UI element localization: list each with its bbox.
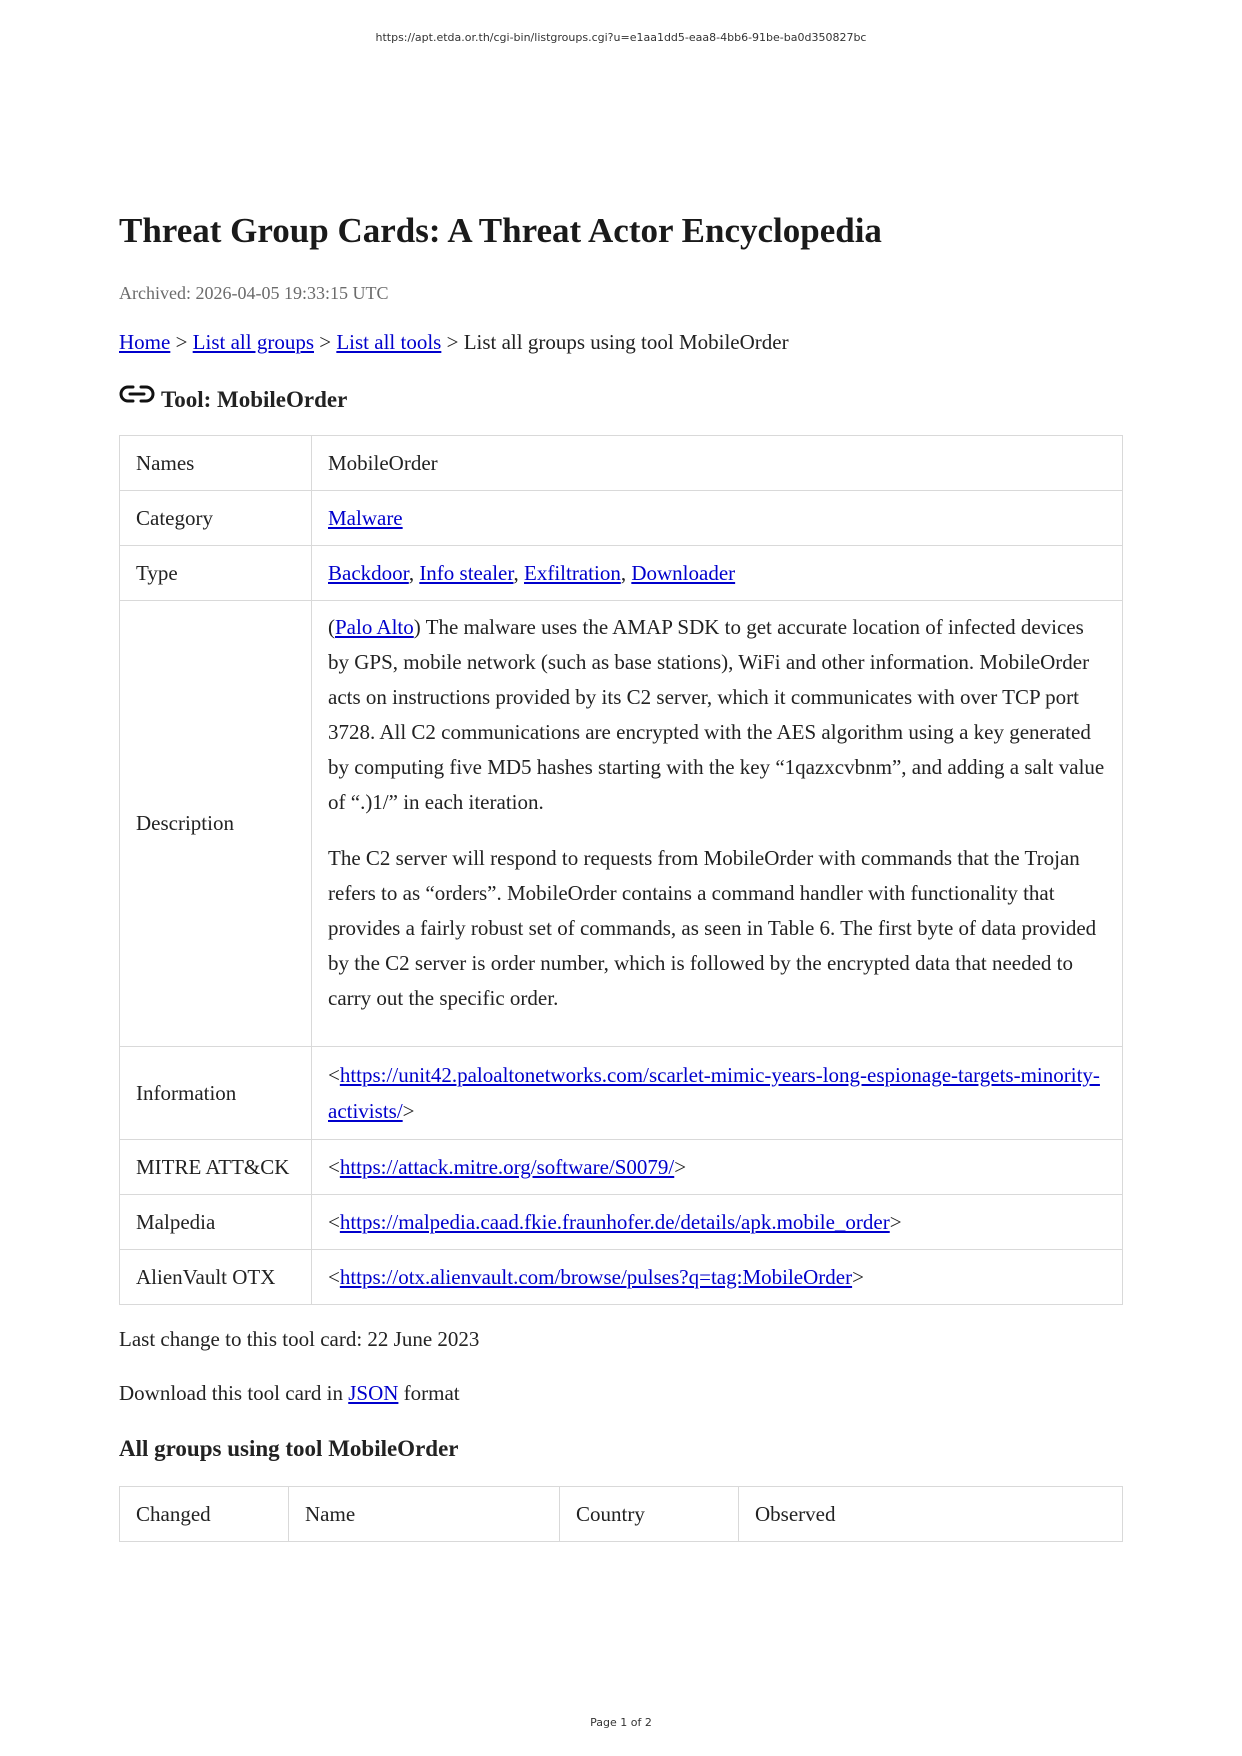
angle-open: < xyxy=(328,1264,340,1289)
breadcrumb-tools-link[interactable]: List all tools xyxy=(336,330,442,354)
column-header-changed[interactable]: Changed xyxy=(120,1487,289,1542)
download-prefix: Download this tool card in xyxy=(119,1381,349,1405)
information-cell xyxy=(312,1047,1123,1140)
download-line xyxy=(119,1381,1123,1406)
information-label: Information xyxy=(120,1047,312,1140)
description-source-link[interactable]: Palo Alto xyxy=(335,615,414,639)
type-separator: , xyxy=(408,560,420,585)
archived-timestamp: Archived: 2026-04-05 19:33:15 UTC xyxy=(119,283,389,303)
page-title: Threat Group Cards: A Threat Actor Encyclopedia xyxy=(119,211,882,250)
breadcrumb-separator: > xyxy=(441,330,464,354)
link-icon xyxy=(119,382,155,406)
column-header-country[interactable]: Country xyxy=(560,1487,739,1542)
category-link[interactable]: Malware xyxy=(328,505,403,530)
category-row xyxy=(120,491,1123,546)
type-link-backdoor[interactable]: Backdoor xyxy=(328,560,409,585)
angle-close: > xyxy=(852,1264,864,1289)
tool-heading xyxy=(119,387,1123,413)
paren-open: ( xyxy=(328,615,335,639)
angle-open: < xyxy=(328,1063,340,1087)
otx-row xyxy=(120,1250,1123,1305)
mitre-cell xyxy=(312,1140,1123,1195)
last-change-text: Last change to this tool card: 22 June 2023 xyxy=(119,1327,480,1351)
type-cell xyxy=(312,546,1123,601)
type-label: Type xyxy=(120,546,312,601)
angle-close: > xyxy=(674,1154,687,1179)
groups-heading: All groups using tool MobileOrder xyxy=(119,1436,459,1461)
type-separator: , xyxy=(513,560,525,585)
angle-close: > xyxy=(889,1209,902,1234)
type-row xyxy=(120,546,1123,601)
angle-open: < xyxy=(328,1209,340,1234)
malpedia-cell xyxy=(312,1195,1123,1250)
description-paragraph-1 xyxy=(328,610,1106,820)
type-separator: , xyxy=(620,560,632,585)
otx-link[interactable]: https://otx.alienvault.com/browse/pulses?q=tag:MobileOrder xyxy=(339,1264,853,1289)
column-header-name[interactable]: Name xyxy=(289,1487,560,1542)
mitre-label: MITRE ATT&CK xyxy=(120,1140,312,1195)
main-content xyxy=(119,210,1123,1542)
column-header-observed[interactable]: Observed xyxy=(739,1487,1123,1542)
breadcrumb xyxy=(119,330,1123,355)
information-link[interactable]: https://unit42.paloaltonetworks.com/scarlet-mimic-years-long-espionage-targets-minority-activists/ xyxy=(328,1063,1100,1123)
breadcrumb-current: List all groups using tool MobileOrder xyxy=(463,330,789,354)
names-row xyxy=(120,436,1123,491)
tool-info-table xyxy=(119,435,1123,1305)
category-cell xyxy=(312,491,1123,546)
description-row xyxy=(120,601,1123,1047)
information-row xyxy=(120,1047,1123,1140)
breadcrumb-separator: > xyxy=(170,330,193,354)
type-link-info-stealer[interactable]: Info stealer xyxy=(419,560,514,585)
description-text-1: ) The malware uses the AMAP SDK to get accurate location of infected devices by GPS, mobile network (such as base stations), WiFi and other information. MobileOrder acts on instructions provided by its C2 server, which it communicates with over TCP port 3728. All C2 communications are encrypted with the AES algorithm using a key generated by computing five MD5 hashes starting with the key “1qazxcvbnm”, and adding a salt value of “.)1/” in each iteration. xyxy=(328,615,1105,814)
category-label: Category xyxy=(120,491,312,546)
breadcrumb-separator: > xyxy=(314,330,337,354)
groups-header-row xyxy=(120,1487,1123,1542)
groups-table xyxy=(119,1486,1123,1542)
angle-close: > xyxy=(402,1099,415,1123)
angle-open: < xyxy=(328,1154,340,1179)
names-label: Names xyxy=(120,436,312,491)
tool-title: Tool: MobileOrder xyxy=(161,387,348,412)
download-suffix: format xyxy=(398,1381,460,1405)
malpedia-link[interactable]: https://malpedia.caad.fkie.fraunhofer.de/details/apk.mobile_order xyxy=(339,1209,890,1234)
mitre-link[interactable]: https://attack.mitre.org/software/S0079/ xyxy=(339,1154,675,1179)
malpedia-label: Malpedia xyxy=(120,1195,312,1250)
malpedia-row xyxy=(120,1195,1123,1250)
description-label: Description xyxy=(120,601,312,1047)
page-url-header: https://apt.etda.or.th/cgi-bin/listgroups.cgi?u=e1aa1dd5-eaa8-4bb6-91be-ba0d350827bc xyxy=(375,31,867,44)
description-cell xyxy=(312,601,1123,1047)
otx-cell xyxy=(312,1250,1123,1305)
otx-label: AlienVault OTX xyxy=(120,1250,312,1305)
type-link-exfiltration[interactable]: Exfiltration xyxy=(524,560,621,585)
mitre-row xyxy=(120,1140,1123,1195)
description-paragraph-2: The C2 server will respond to requests from MobileOrder with commands that the Trojan refers to as “orders”. MobileOrder contains a command handler with functionality that provides a fairly robust set of commands, as seen in Table 6. The first byte of data provided by the C2 server is order number, which is followed by the encrypted data that needed to carry out the specific order. xyxy=(328,846,1097,1010)
breadcrumb-home-link[interactable]: Home xyxy=(119,330,171,354)
type-link-downloader[interactable]: Downloader xyxy=(631,560,736,585)
json-download-link[interactable]: JSON xyxy=(348,1381,399,1405)
page-footer: Page 1 of 2 xyxy=(590,1716,652,1729)
names-value: MobileOrder xyxy=(312,436,1123,491)
breadcrumb-groups-link[interactable]: List all groups xyxy=(192,330,314,354)
